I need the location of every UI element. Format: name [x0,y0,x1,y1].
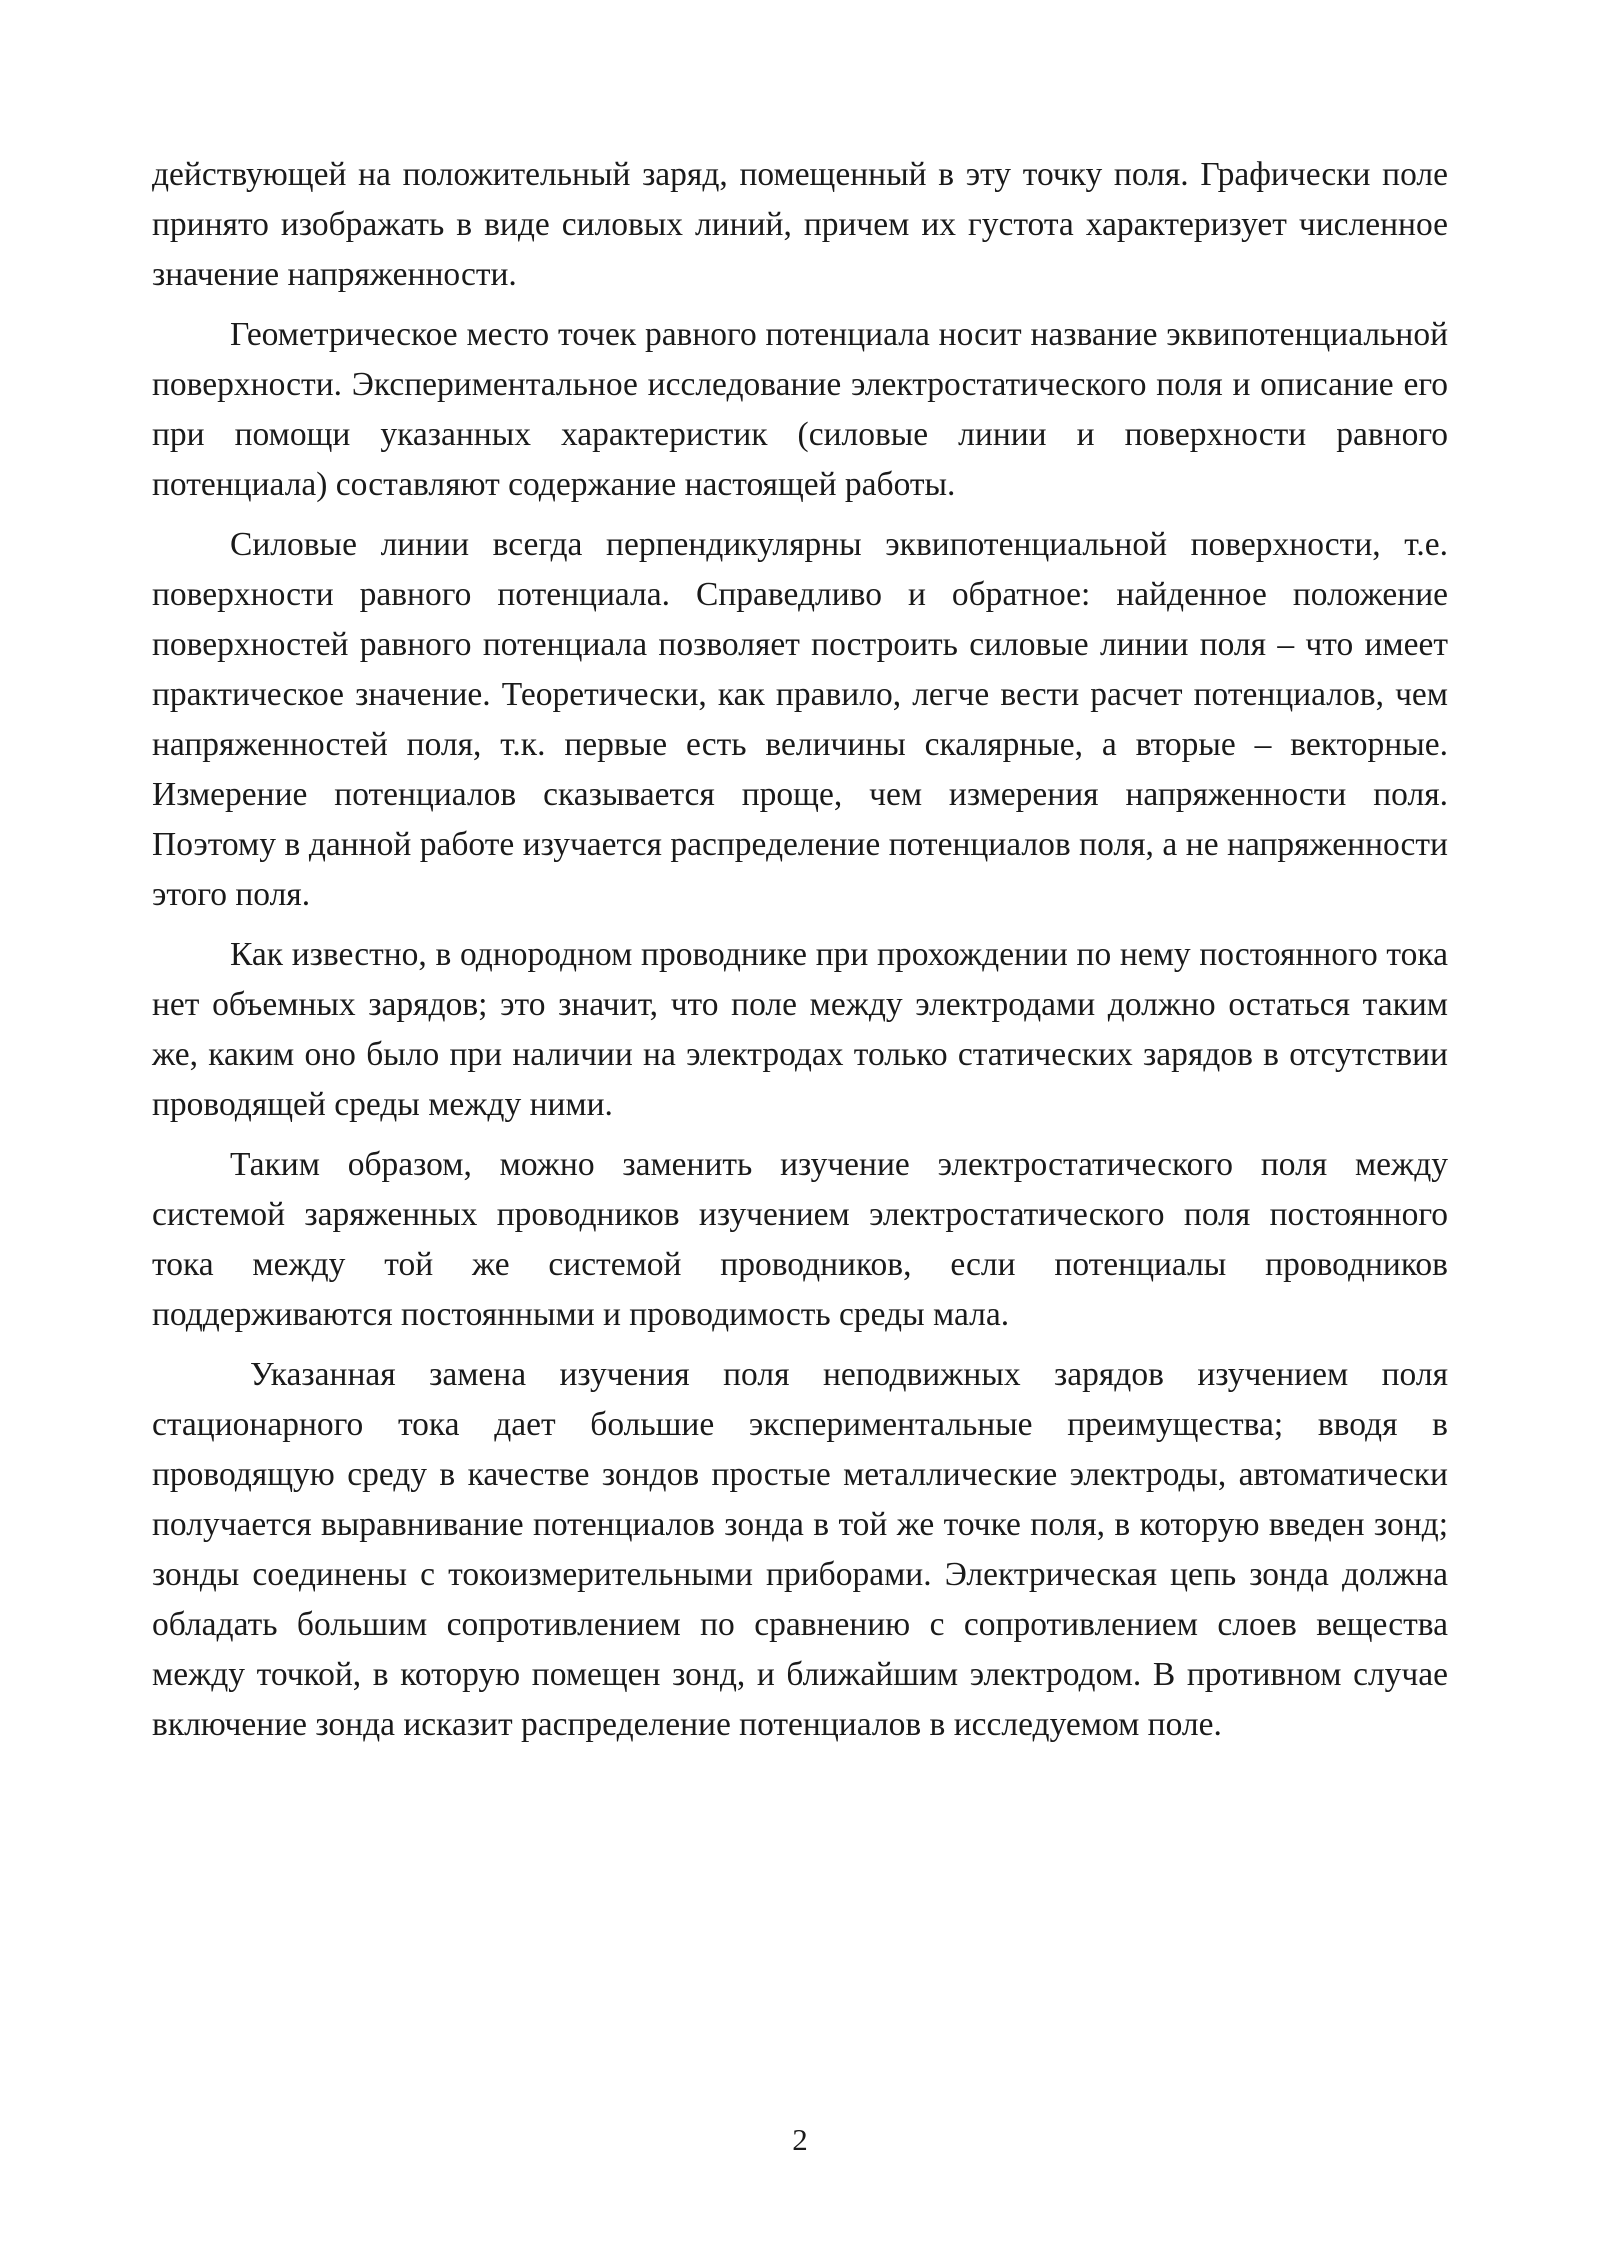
paragraph-field-lines: Силовые линии всегда перпендикулярны эквипотенциальной поверхности, т.е. поверхности равного потенциала. Справедливо и обратное: найденное положение поверхностей равного потенциала позволяет построить силовые линии поля – что имеет практическое значение. Теоретически, как правило, легче вести расчет потенциалов, чем напряженностей поля, т.к. первые есть величины скалярные, а вторые – векторные. Измерение потенциалов сказывается проще, чем измерения напряженности поля. Поэтому в данной работе изучается распределение потенциалов поля, а не напряженности этого поля. [152,526,1448,913]
paragraph-continuation: действующей на положительный заряд, помещенный в эту точку поля. Графически поле принято изображать в виде силовых линий, причем их густота характеризует численное значение напряженности. [152,156,1448,293]
paragraph-replacement: Таким образом, можно заменить изучение электростатического поля между системой заряженных проводников изучением электростатического поля постоянного тока между той же системой проводников, если потенциалы проводников поддерживаются постоянными и проводимость среды мала. [152,1146,1448,1333]
page-number: 2 [792,2122,808,2157]
paragraph-probes: Указанная замена изучения поля неподвижных зарядов изучением поля стационарного тока дает большие экспериментальные преимущества; вводя в проводящую среду в качестве зондов простые металлические электроды, автоматически получается выравнивание потенциалов зонда в той же точке поля, в которую введен зонд; зонды соединены с токоизмерительными приборами. Электрическая цепь зонда должна обладать большим сопротивлением по сравнению с сопротивлением слоев вещества между точкой, в которую помещен зонд, и ближайшим электродом. В противном случае включение зонда исказит распределение потенциалов в исследуемом поле. [152,1356,1448,1743]
paragraph-homogeneous-conductor: Как известно, в однородном проводнике при прохождении по нему постоянного тока нет объемных зарядов; это значит, что поле между электродами должно остаться таким же, каким оно было при наличии на электродах только статических зарядов в отсутствии проводящей среды между ними. [152,936,1448,1123]
paragraph-equipotential: Геометрическое место точек равного потенциала носит название эквипотенциальной поверхности. Экспериментальное исследование электростатического поля и описание его при помощи указанных характеристик (силовые линии и поверхности равного потенциала) составляют содержание настоящей работы. [152,316,1448,503]
page-body [152,150,1448,1760]
